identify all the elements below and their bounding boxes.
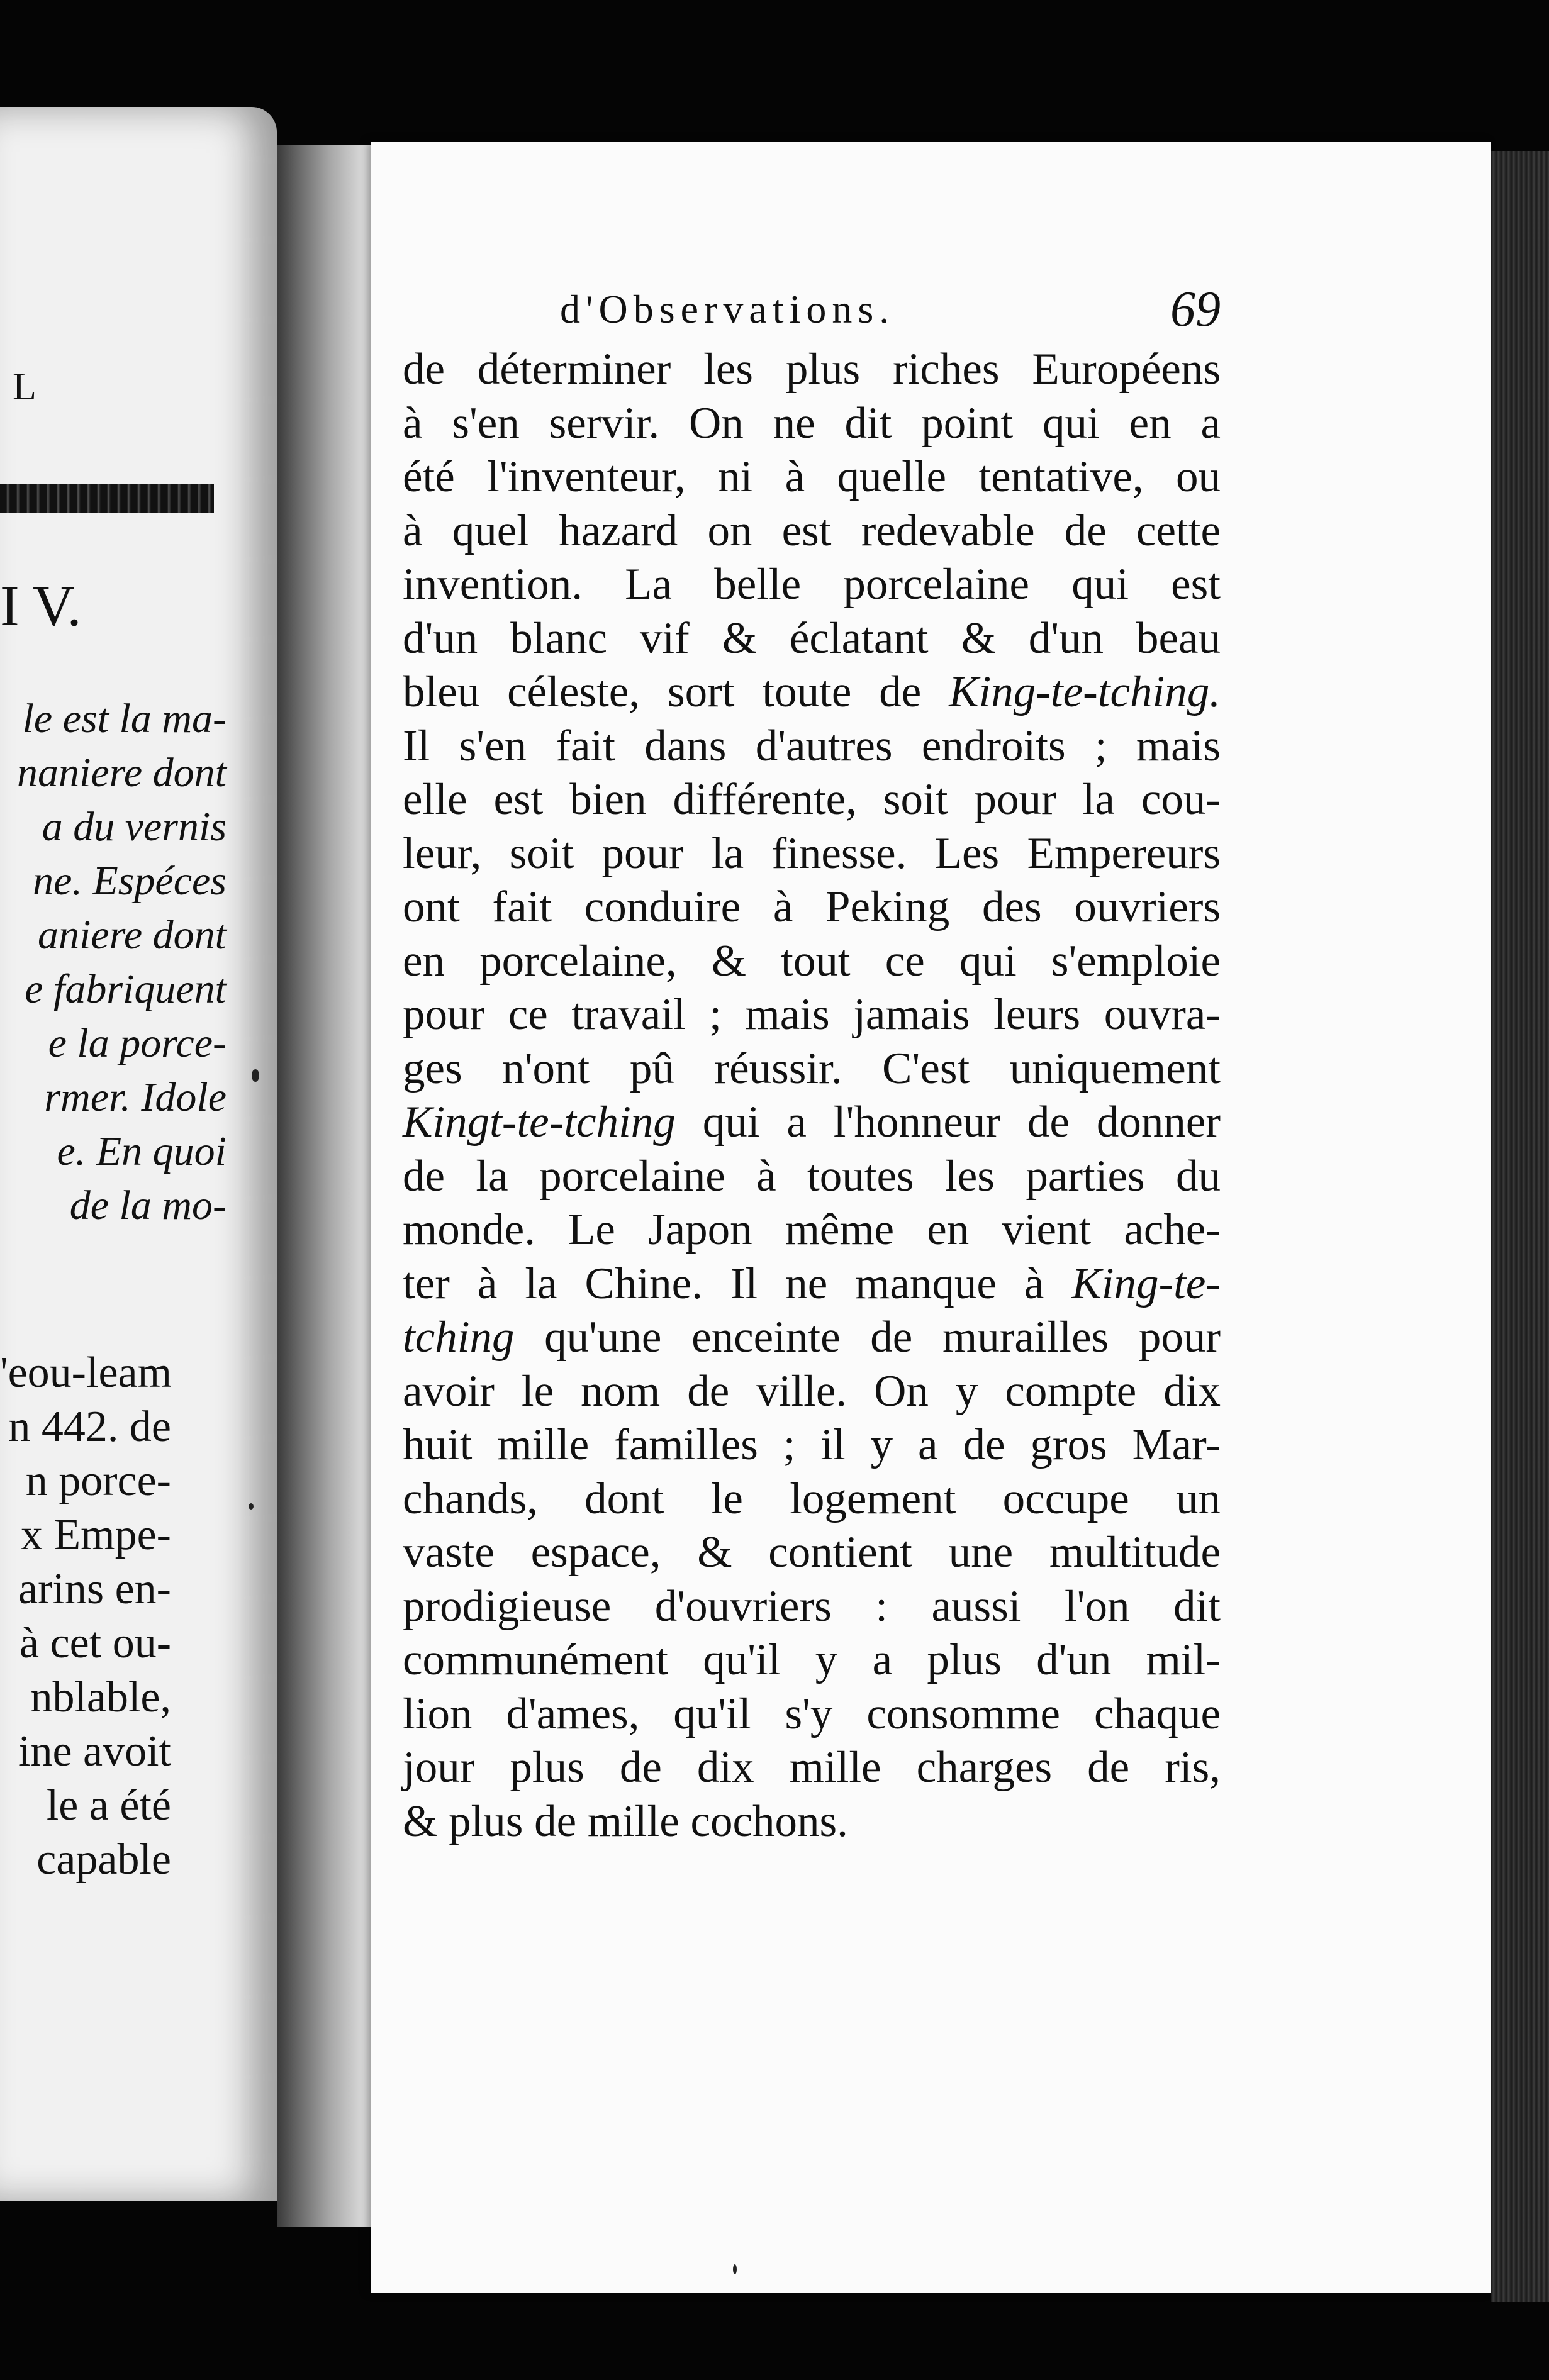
italic-place-name: tching bbox=[403, 1313, 515, 1362]
body-line: 'eou-leam bbox=[0, 1348, 172, 1397]
text-line: lion d'ames, qu'il s'y consomme chaque bbox=[403, 1689, 1221, 1738]
book-gutter bbox=[277, 145, 371, 2227]
text-line: leur, soit pour la finesse. Les Empereurs bbox=[403, 828, 1221, 878]
summary-line: e fabriquent bbox=[25, 966, 226, 1012]
text-line bbox=[403, 1096, 1221, 1150]
summary-line: rmer. Idole bbox=[44, 1074, 226, 1120]
summary-line: le est la ma- bbox=[22, 696, 226, 742]
text-line: invention. La belle porcelaine qui est bbox=[403, 560, 1221, 609]
page-header bbox=[560, 282, 1221, 349]
summary-line: aniere dont bbox=[38, 912, 226, 958]
running-head: d'Observations. bbox=[560, 287, 895, 331]
body-line: n porce- bbox=[25, 1457, 171, 1505]
text-line: vaste espace, & contient une multitude bbox=[403, 1528, 1221, 1577]
text-line: à s'en servir. On ne dit point qui en a bbox=[403, 398, 1221, 448]
italic-place-name: King-te-tching. bbox=[949, 667, 1221, 716]
body-line: capable bbox=[36, 1835, 171, 1884]
summary-line: e. En quoi bbox=[57, 1128, 226, 1174]
text-line: avoir le nom de ville. On y compte dix bbox=[403, 1366, 1221, 1416]
body-line: nblable, bbox=[30, 1673, 171, 1721]
text-line: elle est bien différente, soit pour la cou- bbox=[403, 775, 1221, 824]
left-body-text bbox=[0, 1346, 171, 1887]
text-line: ges n'ont pû réussir. C'est uniquement bbox=[403, 1043, 1221, 1093]
text-line: monde. Le Japon même en vient ache- bbox=[403, 1205, 1221, 1254]
summary-line: a du vernis bbox=[42, 804, 226, 850]
text-line: communément qu'il y a plus d'un mil- bbox=[403, 1635, 1221, 1684]
text-line: prodigieuse d'ouvriers : aussi l'on dit bbox=[403, 1581, 1221, 1631]
scan-speck bbox=[249, 1503, 254, 1510]
text-segment: bleu céleste, sort toute de bbox=[403, 667, 949, 716]
left-page bbox=[0, 107, 277, 2201]
text-line: & plus de mille cochons. bbox=[403, 1796, 848, 1846]
text-line: en porcelaine, & tout ce qui s'emploie bbox=[403, 936, 1221, 986]
italic-place-name: Kingt-te-tching bbox=[403, 1098, 676, 1147]
page-number: 69 bbox=[1170, 282, 1221, 337]
text-line: été l'inventeur, ni à quelle tentative, ou bbox=[403, 452, 1221, 501]
text-line: Il s'en fait dans d'autres endroits ; mais bbox=[403, 721, 1221, 770]
italic-place-name: King-te- bbox=[1071, 1259, 1221, 1308]
body-text bbox=[403, 343, 1221, 1849]
text-segment: ter à la Chine. Il ne manque à bbox=[403, 1259, 1072, 1308]
text-line bbox=[403, 665, 1221, 720]
text-line bbox=[403, 1311, 1221, 1365]
summary-line: ne. Espéces bbox=[33, 858, 226, 904]
body-line: le a été bbox=[46, 1781, 171, 1830]
text-line: ont fait conduire à Peking des ouvriers bbox=[403, 882, 1221, 931]
body-line: n 442. de bbox=[8, 1403, 171, 1451]
text-line: jour plus de dix mille charges de ris, bbox=[403, 1743, 1221, 1792]
body-line: arins en- bbox=[18, 1565, 171, 1613]
text-segment: qu'une enceinte de murailles pour bbox=[514, 1313, 1221, 1362]
chapter-heading: I V. bbox=[0, 574, 82, 638]
text-line: pour ce travail ; mais jamais leurs ouvra- bbox=[403, 990, 1221, 1039]
summary-line: naniere dont bbox=[17, 750, 226, 796]
scan-speck bbox=[252, 1069, 259, 1082]
text-line: à quel hazard on est redevable de cette bbox=[403, 506, 1221, 555]
text-segment: qui a l'honneur de donner bbox=[675, 1098, 1221, 1147]
summary-line: de la mo- bbox=[69, 1182, 226, 1228]
page-edges bbox=[1491, 151, 1549, 2302]
text-line: chands, dont le logement occupe un bbox=[403, 1474, 1221, 1523]
scan-speck bbox=[733, 2264, 737, 2274]
text-line bbox=[403, 1257, 1221, 1311]
body-line: x Empe- bbox=[20, 1511, 171, 1559]
left-page-header: L bbox=[13, 365, 36, 408]
text-line: de déterminer les plus riches Européens bbox=[403, 345, 1221, 394]
body-line: ine avoit bbox=[18, 1727, 171, 1776]
summary-line: e la porce- bbox=[48, 1020, 226, 1066]
ornamental-rule bbox=[0, 484, 214, 513]
text-line: huit mille familles ; il y a de gros Mar- bbox=[403, 1420, 1221, 1469]
body-line: à cet ou- bbox=[20, 1619, 171, 1667]
text-line: de la porcelaine à toutes les parties du bbox=[403, 1151, 1221, 1201]
text-line: d'un blanc vif & éclatant & d'un beau bbox=[403, 613, 1221, 663]
chapter-summary bbox=[0, 692, 226, 1233]
